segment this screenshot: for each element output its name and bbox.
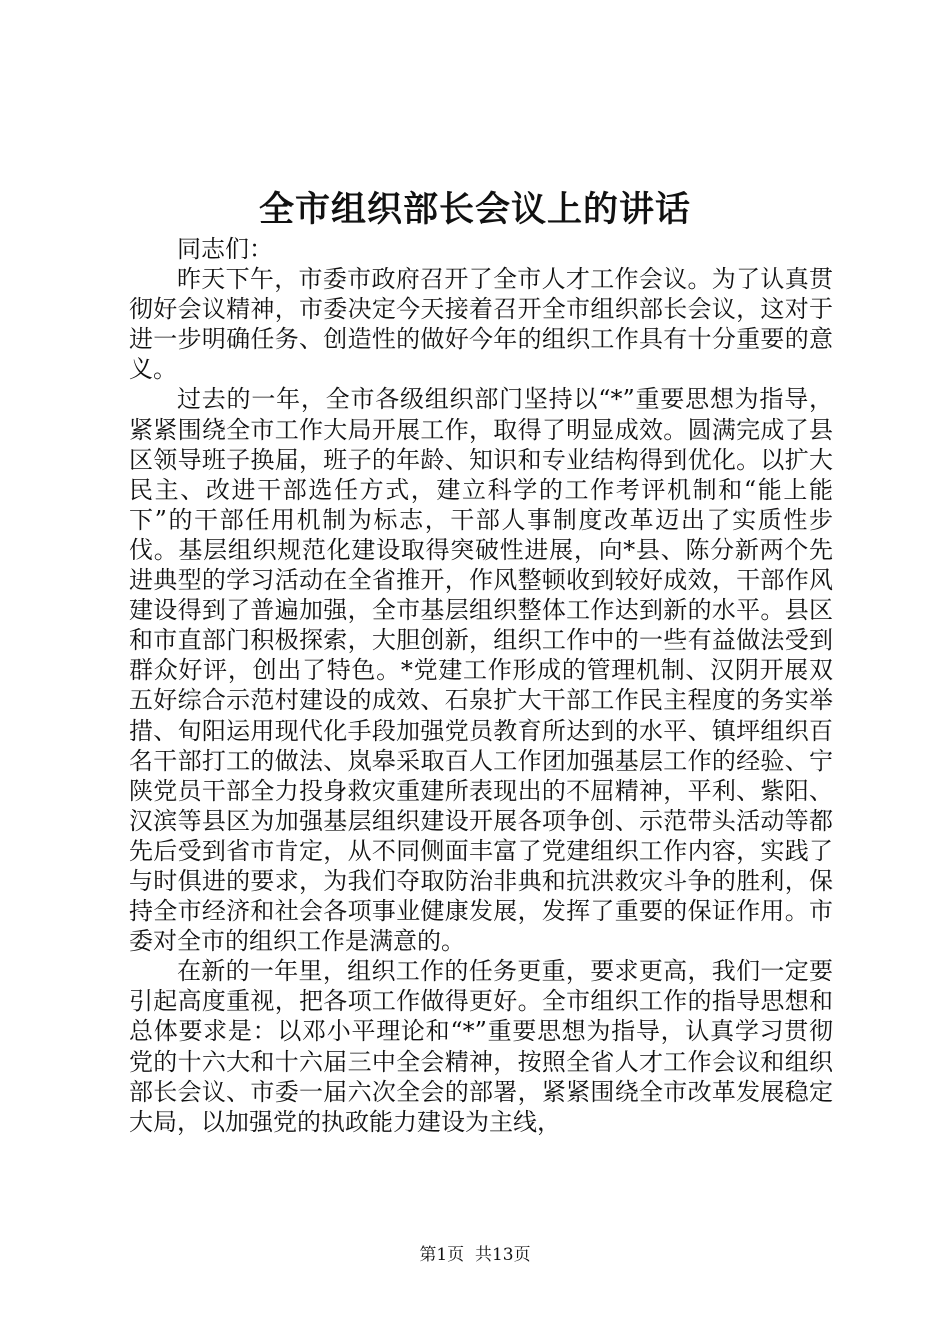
body-paragraph: 过去的一年，全市各级组织部门坚持以“*”重要思想为指导，紧紧围绕全市工作大局开展工作，取得了明显成效。圆满完成了县区领导班子换届，班子的年龄、知识和专业结构得到优化。以扩大民主、改进干部选任方式，建立科学的工作考评机制和“能上能下”的干部任用机制为标志，干部人事制度改革迈出了实质性步伐。基层组织规范化建设取得突破性进展，向*县、陈分新两个先进典型的学习活动在全省推开，作风整顿收到较好成效，干部作风建设得到了普遍加强，全市基层组织整体工作达到新的水平。县区和市直部门积极探索，大胆创新，组织工作中的一些有益做法受到群众好评，创出了特色。*党建工作形成的管理机制、汉阴开展双五好综合示范村建设的成效、石泉扩大干部工作民主程度的务实举措、旬阳运用现代化手段加强党员教育所达到的水平、镇坪组织百名干部打工的做法、岚皋采取百人工作团加强基层工作的经验、宁陕党员干部全力投身救灾重建所表现出的不屈精神，平利、紫阳、汉滨等县区为加强基层组织建设开展各项争创、示范带头活动等都先后受到省市肯定，从不同侧面丰富了党建组织工作内容，实践了与时俱进的要求，为我们夺取防治非典和抗洪救灾斗争的胜利，保持全市经济和社会各项事业健康发展，发挥了重要的保证作用。市委对全市的组织工作是满意的。 xyxy=(129,385,833,956)
salutation-paragraph: 同志们： xyxy=(177,235,273,263)
page-number: 第1页 共13页 xyxy=(419,1245,531,1265)
body-paragraph: 在新的一年里，组织工作的任务更重，要求更高，我们一定要引起高度重视，把各项工作做得更好。全市组织工作的指导思想和总体要求是：以邓小平理论和“*”重要思想为指导，认真学习贯彻党的十六大和十六届三中全会精神，按照全省人才工作会议和组织部长会议、市委一届六次全会的部署，紧紧围绕全市改革发展稳定大局，以加强党的执政能力建设为主线， xyxy=(129,957,833,1136)
page-footer xyxy=(0,1243,950,1267)
document-title: 全市组织部长会议上的讲话 xyxy=(258,189,691,230)
document-body xyxy=(129,234,833,1137)
body-paragraph: 昨天下午，市委市政府召开了全市人才工作会议。为了认真贯彻好会议精神，市委决定今天接着召开全市组织部长会议，这对于进一步明确任务、创造性的做好今年的组织工作具有十分重要的意义。 xyxy=(129,265,833,384)
